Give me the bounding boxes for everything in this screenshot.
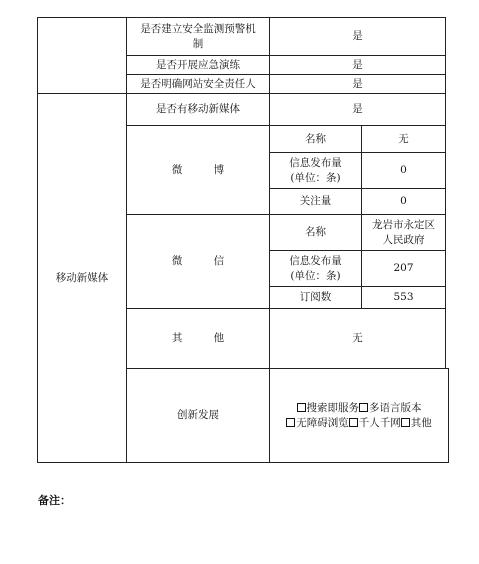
- checkbox-icon[interactable]: [297, 403, 306, 412]
- weibo-posts-label: 信息发布量 (单位：条): [270, 153, 362, 189]
- label-emergency-drill: 是否开展应急演练: [127, 56, 270, 75]
- value-has-mobile-media: 是: [270, 94, 446, 126]
- checkbox-icon[interactable]: [286, 418, 295, 427]
- wechat-posts-label: 信息发布量 (单位：条): [270, 251, 362, 287]
- label-has-mobile-media: 是否有移动新媒体: [127, 94, 270, 126]
- wechat-subs-label: 订阅数: [270, 287, 362, 309]
- option-accessibility[interactable]: 无障碍浏览: [286, 417, 349, 429]
- section-mobile-media: 移动新媒体: [38, 94, 127, 463]
- wechat-subs-value: 553: [362, 287, 446, 309]
- checkbox-icon[interactable]: [359, 403, 368, 412]
- wechat-name-label: 名称: [270, 215, 362, 251]
- wechat-name-value: 龙岩市永定区人民政府: [362, 215, 446, 251]
- weibo-followers-value: 0: [362, 189, 446, 215]
- innovation-options: [270, 369, 449, 463]
- value-other-media: 无: [270, 309, 446, 369]
- option-other[interactable]: 其他: [401, 417, 432, 429]
- label-other-media: 其 他: [127, 309, 270, 369]
- checkbox-icon[interactable]: [349, 418, 358, 427]
- option-search-service[interactable]: 搜索即服务: [297, 402, 360, 414]
- wechat-posts-value: 207: [362, 251, 446, 287]
- weibo-name-value: 无: [362, 126, 446, 153]
- value-security-officer: 是: [270, 75, 446, 94]
- label-security-monitoring: 是否建立安全监测预警机制: [127, 18, 270, 56]
- option-multilingual[interactable]: 多语言版本: [359, 402, 422, 414]
- label-security-officer: 是否明确网站安全责任人: [127, 75, 270, 94]
- note-label: 备注：: [38, 494, 71, 507]
- report-table: [37, 17, 449, 463]
- checkbox-icon[interactable]: [401, 418, 410, 427]
- blank-section-cell: [38, 18, 127, 94]
- value-emergency-drill: 是: [270, 56, 446, 75]
- option-personalized[interactable]: 千人千网: [349, 417, 401, 429]
- label-wechat: 微 信: [127, 215, 270, 309]
- label-weibo: 微 博: [127, 126, 270, 215]
- value-security-monitoring: 是: [270, 18, 446, 56]
- weibo-followers-label: 关注量: [270, 189, 362, 215]
- weibo-posts-value: 0: [362, 153, 446, 189]
- section-innovation: 创新发展: [127, 369, 270, 463]
- weibo-name-label: 名称: [270, 126, 362, 153]
